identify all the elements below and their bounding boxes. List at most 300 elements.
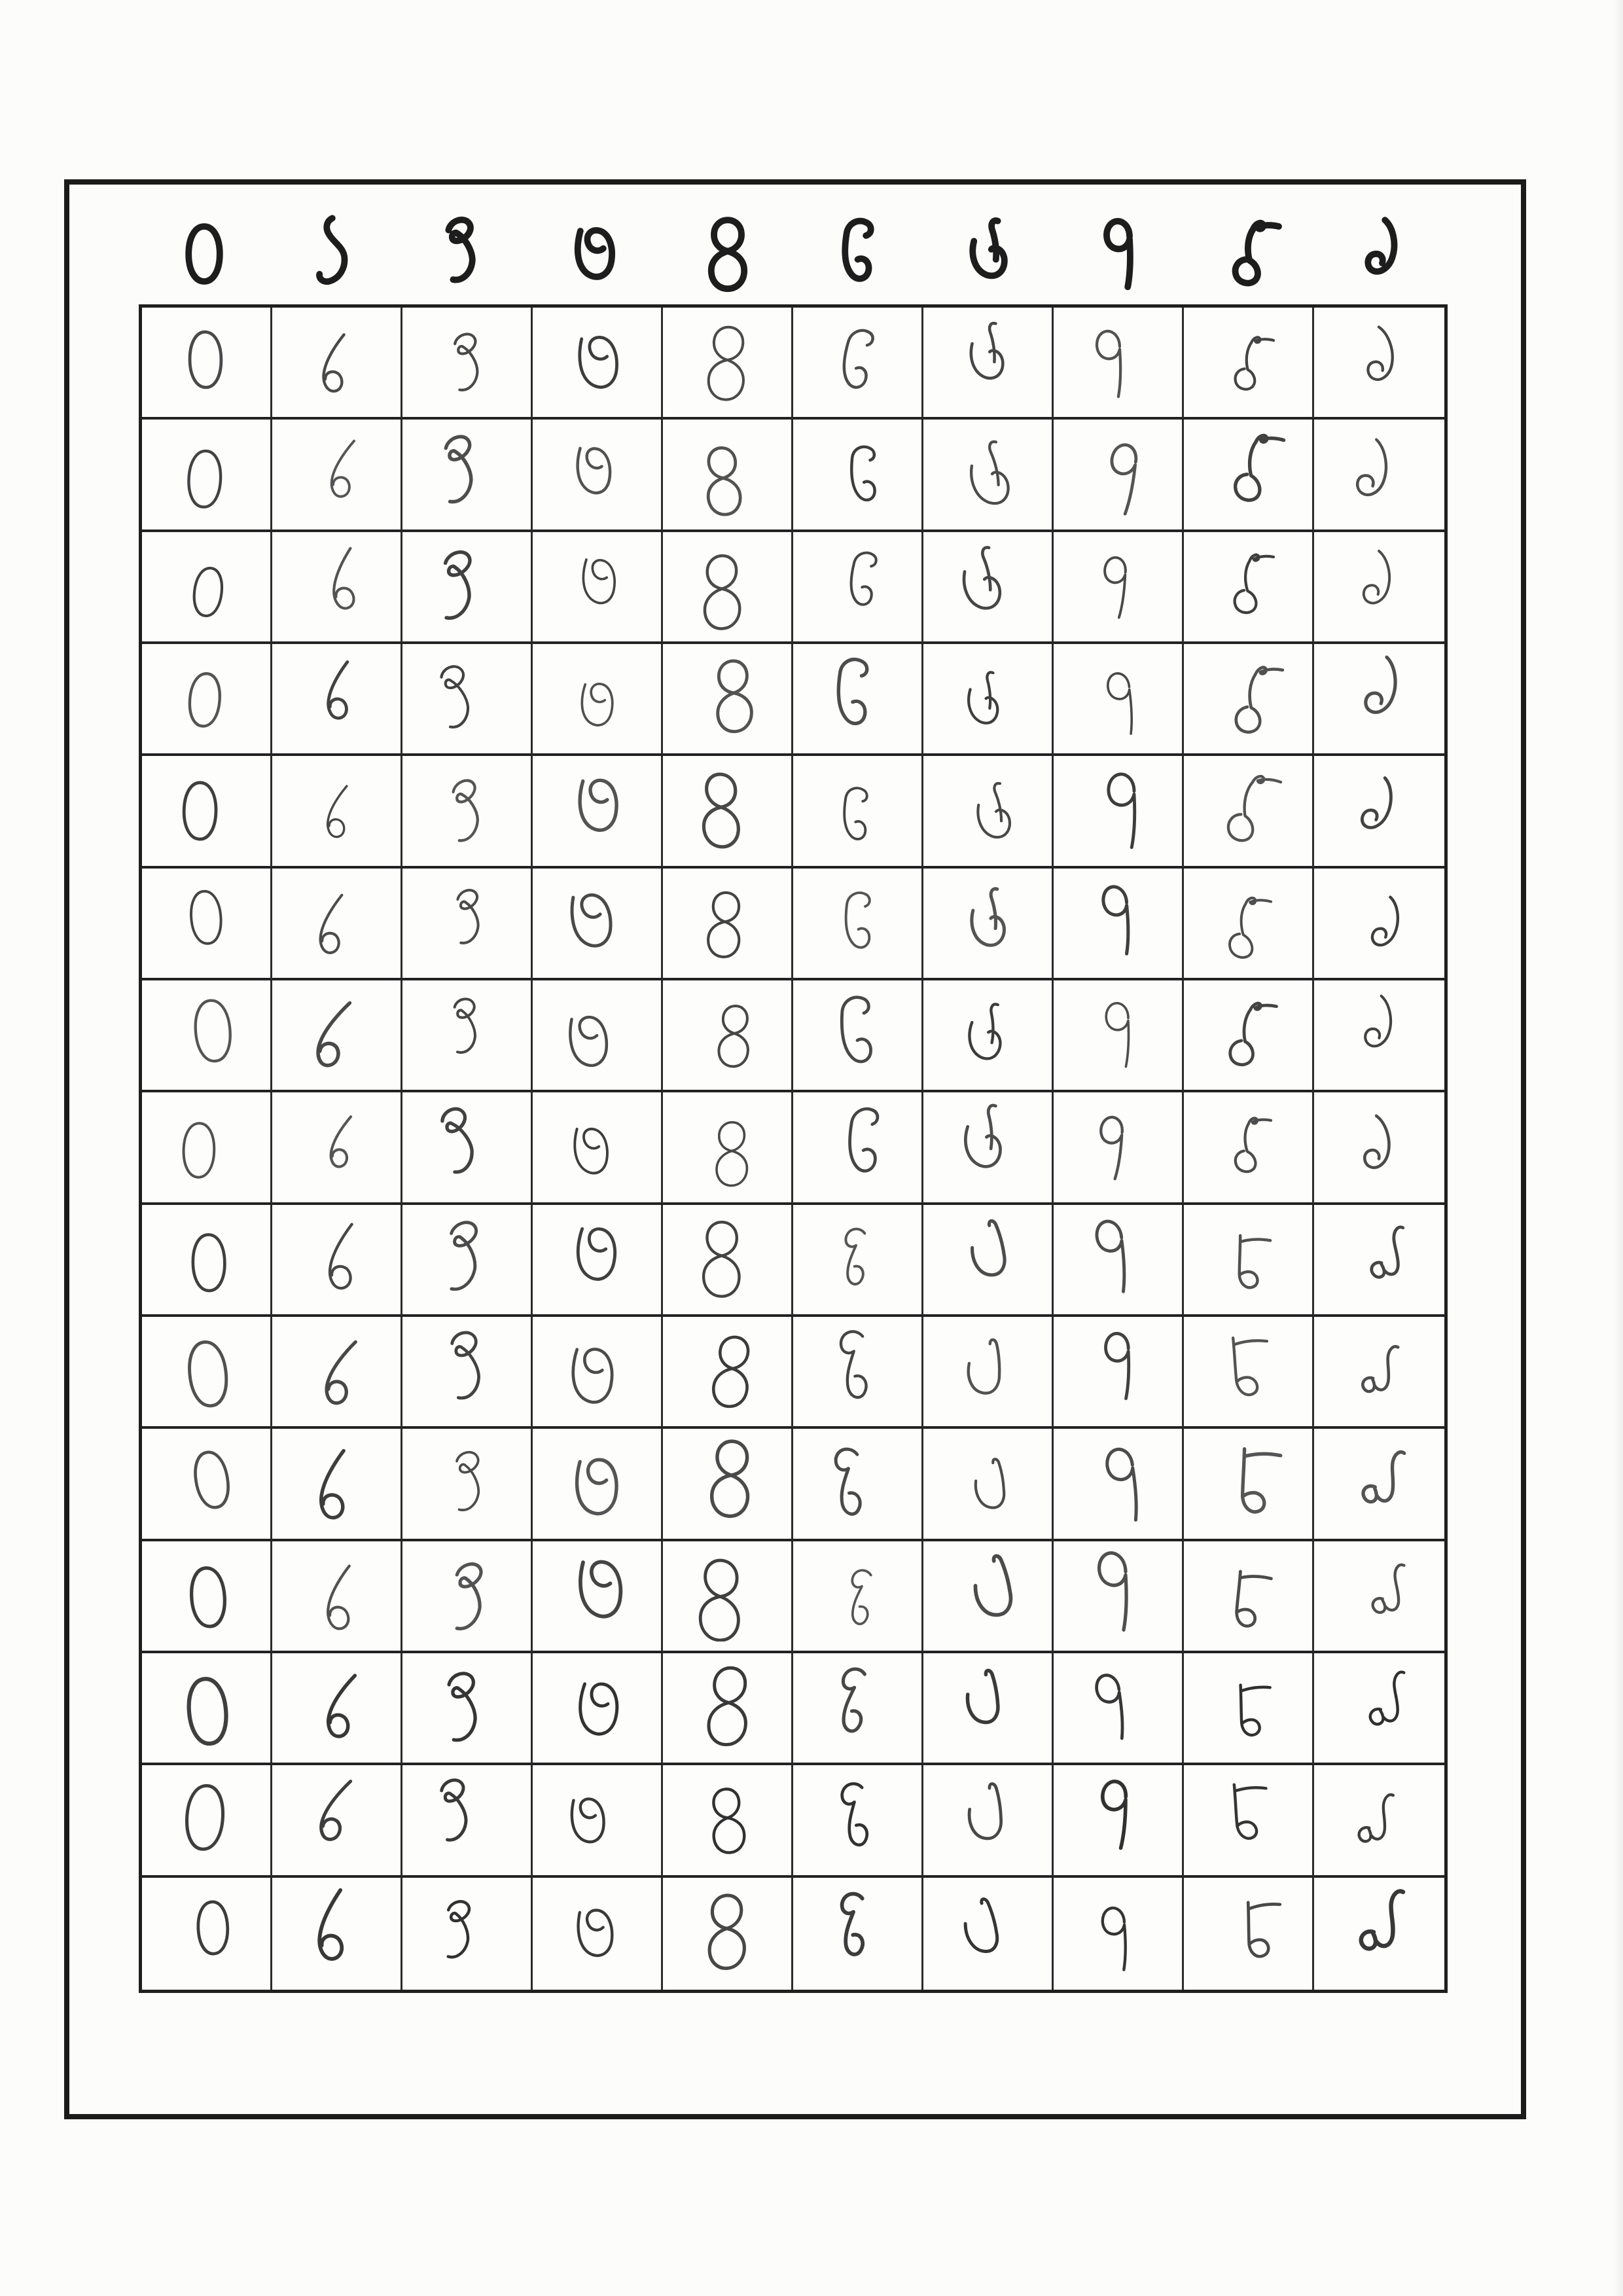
grid-cell-r12-c1 — [272, 1541, 402, 1653]
handwritten-digit-eight — [1202, 429, 1294, 520]
handwritten-digit-four — [681, 1774, 773, 1866]
bengali-digit-zero-glyph — [158, 208, 250, 300]
grid-cell-r6-c4 — [663, 869, 793, 980]
handwritten-digit-seven — [1072, 877, 1164, 969]
handwritten-digit-one — [291, 1438, 382, 1530]
grid-cell-r14-c9 — [1314, 1765, 1444, 1877]
handwritten-digit-zero — [160, 653, 252, 745]
grid-cell-r1-c0 — [142, 308, 272, 420]
handwritten-digit-five — [812, 990, 903, 1081]
grid-cell-r3-c4 — [663, 532, 793, 644]
handwritten-digit-eight — [1202, 1438, 1294, 1530]
grid-cell-r3-c6 — [923, 532, 1054, 644]
handwritten-digit-one — [291, 653, 382, 745]
grid-cell-r2-c4 — [663, 420, 793, 531]
grid-cell-r11-c0 — [142, 1429, 272, 1541]
grid-cell-r1-c5 — [793, 308, 923, 420]
handwritten-digit-three — [551, 317, 643, 408]
handwritten-digit-nine — [1334, 1438, 1425, 1530]
grid-cell-r5-c0 — [142, 756, 272, 868]
grid-cell-r14-c4 — [663, 1765, 793, 1877]
grid-cell-r7-c8 — [1184, 980, 1314, 1092]
handwritten-digit-three — [551, 1662, 643, 1754]
grid-cell-r4-c6 — [923, 644, 1054, 756]
handwritten-digit-six — [942, 1662, 1033, 1754]
grid-cell-r7-c1 — [272, 980, 402, 1092]
grid-cell-r7-c0 — [142, 980, 272, 1092]
grid-cell-r4-c9 — [1314, 644, 1444, 756]
handwritten-digit-one — [291, 877, 382, 969]
handwritten-digit-nine — [1334, 1662, 1425, 1754]
handwritten-digit-five — [812, 1438, 903, 1530]
grid-cell-r8-c7 — [1054, 1092, 1184, 1204]
grid-cell-r13-c6 — [923, 1653, 1054, 1765]
grid-cell-r7-c2 — [402, 980, 533, 1092]
grid-cell-r13-c5 — [793, 1653, 923, 1765]
grid-cell-r6-c2 — [402, 869, 533, 980]
handwritten-digit-seven — [1072, 1662, 1164, 1754]
grid-cell-r14-c7 — [1054, 1765, 1184, 1877]
bengali-digit-nine-glyph — [1336, 208, 1428, 300]
grid-cell-r4-c5 — [793, 644, 923, 756]
handwritten-digit-two — [421, 1438, 512, 1530]
grid-cell-r3-c7 — [1054, 532, 1184, 644]
header-printed-digit-six — [924, 208, 1055, 300]
grid-cell-r15-c6 — [923, 1878, 1054, 1990]
grid-cell-r6-c9 — [1314, 869, 1444, 980]
handwritten-digit-eight — [1202, 1213, 1294, 1305]
handwritten-digit-four — [681, 1888, 773, 1979]
handwritten-digit-six — [942, 1888, 1033, 1979]
handwritten-digit-one — [291, 1888, 382, 1979]
grid-cell-r9-c3 — [533, 1205, 663, 1317]
handwritten-digit-zero — [160, 1550, 252, 1641]
grid-cell-r4-c2 — [402, 644, 533, 756]
bengali-digit-four-glyph — [682, 208, 774, 300]
grid-cell-r4-c8 — [1184, 644, 1314, 756]
bengali-digit-eight-glyph — [1205, 208, 1297, 300]
handwritten-digit-five — [812, 1662, 903, 1754]
grid-cell-r12-c9 — [1314, 1541, 1444, 1653]
handwritten-digit-four — [681, 429, 773, 520]
handwritten-digit-five — [812, 1213, 903, 1305]
handwritten-digit-nine — [1334, 1326, 1425, 1418]
grid-cell-r2-c9 — [1314, 420, 1444, 531]
handwritten-digit-three — [551, 541, 643, 632]
handwritten-digit-seven — [1072, 429, 1164, 520]
grid-cell-r6-c5 — [793, 869, 923, 980]
handwritten-digit-nine — [1334, 1213, 1425, 1305]
grid-cell-r14-c0 — [142, 1765, 272, 1877]
handwritten-digit-five — [812, 653, 903, 745]
grid-cell-r11-c6 — [923, 1429, 1054, 1541]
header-printed-digit-three — [531, 208, 662, 300]
grid-cell-r12-c2 — [402, 1541, 533, 1653]
handwritten-digit-nine — [1334, 877, 1425, 969]
grid-cell-r13-c9 — [1314, 1653, 1444, 1765]
handwritten-digit-four — [681, 317, 773, 408]
handwritten-digit-four — [681, 1326, 773, 1418]
grid-cell-r6-c1 — [272, 869, 402, 980]
handwritten-digit-six — [942, 1550, 1033, 1641]
handwritten-digit-eight — [1202, 1888, 1294, 1979]
grid-cell-r3-c3 — [533, 532, 663, 644]
grid-cell-r15-c8 — [1184, 1878, 1314, 1990]
handwritten-digit-zero — [160, 1213, 252, 1305]
handwritten-digit-two — [421, 1662, 512, 1754]
grid-cell-r13-c1 — [272, 1653, 402, 1765]
handwritten-digit-five — [812, 429, 903, 520]
grid-cell-r5-c6 — [923, 756, 1054, 868]
handwritten-digit-zero — [160, 765, 252, 857]
grid-cell-r5-c2 — [402, 756, 533, 868]
grid-cell-r15-c2 — [402, 1878, 533, 1990]
handwritten-digit-six — [942, 317, 1033, 408]
handwritten-digit-five — [812, 877, 903, 969]
grid-cell-r5-c7 — [1054, 756, 1184, 868]
handwritten-digit-six — [942, 990, 1033, 1081]
handwritten-digit-one — [291, 1213, 382, 1305]
header-printed-digit-zero — [139, 208, 270, 300]
handwritten-digit-zero — [160, 990, 252, 1081]
handwritten-digit-one — [291, 429, 382, 520]
handwritten-digit-seven — [1072, 765, 1164, 857]
grid-cell-r7-c5 — [793, 980, 923, 1092]
handwritten-digit-seven — [1072, 1438, 1164, 1530]
grid-cell-r11-c2 — [402, 1429, 533, 1541]
handwritten-digit-five — [812, 317, 903, 408]
header-printed-digit-five — [793, 208, 924, 300]
handwritten-digit-one — [291, 990, 382, 1081]
grid-cell-r9-c6 — [923, 1205, 1054, 1317]
grid-cell-r2-c3 — [533, 420, 663, 531]
handwritten-digit-nine — [1334, 317, 1425, 408]
grid-cell-r7-c3 — [533, 980, 663, 1092]
handwritten-digit-five — [812, 1550, 903, 1641]
grid-cell-r3-c9 — [1314, 532, 1444, 644]
handwritten-digit-six — [942, 1102, 1033, 1193]
handwritten-digit-three — [551, 1550, 643, 1641]
grid-cell-r9-c0 — [142, 1205, 272, 1317]
bengali-digit-six-glyph — [944, 208, 1035, 300]
handwritten-digit-zero — [160, 1102, 252, 1193]
handwritten-digit-four — [681, 1662, 773, 1754]
handwritten-digit-one — [291, 1550, 382, 1641]
handwritten-digit-zero — [160, 317, 252, 408]
grid-cell-r15-c9 — [1314, 1878, 1444, 1990]
bengali-digit-one-glyph — [289, 208, 381, 300]
grid-cell-r12-c6 — [923, 1541, 1054, 1653]
handwritten-digit-three — [551, 1102, 643, 1193]
handwritten-digit-zero — [160, 429, 252, 520]
grid-cell-r8-c8 — [1184, 1092, 1314, 1204]
grid-cell-r10-c2 — [402, 1317, 533, 1429]
grid-cell-r11-c3 — [533, 1429, 663, 1541]
handwritten-digit-one — [291, 1774, 382, 1866]
grid-cell-r12-c4 — [663, 1541, 793, 1653]
handwritten-digit-four — [681, 1550, 773, 1641]
handwritten-digit-nine — [1334, 765, 1425, 857]
handwritten-digit-three — [551, 877, 643, 969]
grid-cell-r9-c7 — [1054, 1205, 1184, 1317]
handwritten-digit-eight — [1202, 1102, 1294, 1193]
handwritten-digit-six — [942, 877, 1033, 969]
grid-cell-r7-c9 — [1314, 980, 1444, 1092]
grid-cell-r12-c0 — [142, 1541, 272, 1653]
grid-cell-r7-c6 — [923, 980, 1054, 1092]
grid-cell-r5-c8 — [1184, 756, 1314, 868]
grid-cell-r8-c2 — [402, 1092, 533, 1204]
handwritten-digit-four — [681, 877, 773, 969]
grid-cell-r2-c5 — [793, 420, 923, 531]
handwritten-digit-five — [812, 1774, 903, 1866]
grid-cell-r6-c0 — [142, 869, 272, 980]
handwritten-digit-zero — [160, 877, 252, 969]
grid-cell-r9-c4 — [663, 1205, 793, 1317]
header-printed-digit-nine — [1317, 208, 1448, 300]
grid-cell-r10-c7 — [1054, 1317, 1184, 1429]
grid-cell-r15-c4 — [663, 1878, 793, 1990]
handwritten-digit-three — [551, 1438, 643, 1530]
grid-cell-r14-c1 — [272, 1765, 402, 1877]
grid-cell-r6-c6 — [923, 869, 1054, 980]
handwritten-digit-six — [942, 541, 1033, 632]
bengali-digit-three-glyph — [551, 208, 643, 300]
handwritten-digit-zero — [160, 1888, 252, 1979]
handwritten-digit-one — [291, 1662, 382, 1754]
handwritten-digit-three — [551, 765, 643, 857]
handwritten-digit-two — [421, 990, 512, 1081]
grid-cell-r1-c9 — [1314, 308, 1444, 420]
grid-cell-r14-c2 — [402, 1765, 533, 1877]
handwritten-digit-eight — [1202, 1550, 1294, 1641]
handwritten-digit-three — [551, 653, 643, 745]
grid-cell-r11-c7 — [1054, 1429, 1184, 1541]
grid-cell-r6-c8 — [1184, 869, 1314, 980]
handwritten-digit-two — [421, 317, 512, 408]
grid-cell-r2-c8 — [1184, 420, 1314, 531]
grid-cell-r10-c1 — [272, 1317, 402, 1429]
header-printed-digit-two — [401, 208, 531, 300]
handwritten-digit-seven — [1072, 317, 1164, 408]
handwritten-digit-two — [421, 1213, 512, 1305]
grid-cell-r10-c0 — [142, 1317, 272, 1429]
grid-cell-r3-c2 — [402, 532, 533, 644]
grid-cell-r4-c4 — [663, 644, 793, 756]
handwritten-digit-eight — [1202, 1662, 1294, 1754]
grid-cell-r5-c1 — [272, 756, 402, 868]
grid-cell-r9-c1 — [272, 1205, 402, 1317]
grid-cell-r11-c5 — [793, 1429, 923, 1541]
grid-cell-r4-c7 — [1054, 644, 1184, 756]
grid-cell-r8-c9 — [1314, 1092, 1444, 1204]
handwritten-digit-six — [942, 429, 1033, 520]
handwritten-digit-one — [291, 765, 382, 857]
grid-cell-r4-c1 — [272, 644, 402, 756]
grid-cell-r1-c8 — [1184, 308, 1314, 420]
header-printed-digit-seven — [1055, 208, 1186, 300]
grid-cell-r5-c3 — [533, 756, 663, 868]
grid-cell-r15-c3 — [533, 1878, 663, 1990]
grid-cell-r15-c0 — [142, 1878, 272, 1990]
grid-cell-r14-c8 — [1184, 1765, 1314, 1877]
grid-cell-r15-c5 — [793, 1878, 923, 1990]
handwritten-digit-five — [812, 541, 903, 632]
grid-cell-r7-c4 — [663, 980, 793, 1092]
grid-cell-r8-c4 — [663, 1092, 793, 1204]
grid-cell-r8-c1 — [272, 1092, 402, 1204]
handwritten-digit-seven — [1072, 1888, 1164, 1979]
grid-cell-r1-c6 — [923, 308, 1054, 420]
grid-cell-r5-c5 — [793, 756, 923, 868]
handwritten-digit-one — [291, 1326, 382, 1418]
handwritten-digit-two — [421, 1774, 512, 1866]
grid-cell-r10-c8 — [1184, 1317, 1314, 1429]
grid-cell-r11-c8 — [1184, 1429, 1314, 1541]
handwritten-digit-four — [681, 1102, 773, 1193]
handwritten-digit-three — [551, 1326, 643, 1418]
handwritten-digit-eight — [1202, 1326, 1294, 1418]
handwritten-digit-four — [681, 1213, 773, 1305]
bengali-digit-seven-glyph — [1075, 208, 1166, 300]
grid-cell-r12-c8 — [1184, 1541, 1314, 1653]
handwritten-digit-two — [421, 877, 512, 969]
grid-cell-r8-c5 — [793, 1092, 923, 1204]
handwritten-digit-grid — [139, 304, 1448, 1993]
handwritten-digit-three — [551, 1888, 643, 1979]
handwritten-digit-six — [942, 765, 1033, 857]
handwritten-digit-nine — [1334, 653, 1425, 745]
grid-cell-r15-c1 — [272, 1878, 402, 1990]
header-printed-digit-four — [662, 208, 793, 300]
handwritten-digit-nine — [1334, 990, 1425, 1081]
handwritten-digit-eight — [1202, 1774, 1294, 1866]
grid-cell-r13-c3 — [533, 1653, 663, 1765]
grid-cell-r3-c5 — [793, 532, 923, 644]
handwritten-digit-eight — [1202, 990, 1294, 1081]
handwritten-digit-one — [291, 1102, 382, 1193]
grid-cell-r12-c7 — [1054, 1541, 1184, 1653]
handwritten-digit-three — [551, 1213, 643, 1305]
grid-cell-r10-c9 — [1314, 1317, 1444, 1429]
grid-cell-r3-c1 — [272, 532, 402, 644]
grid-cell-r9-c5 — [793, 1205, 923, 1317]
grid-cell-r14-c3 — [533, 1765, 663, 1877]
grid-cell-r5-c9 — [1314, 756, 1444, 868]
handwritten-digit-two — [421, 1888, 512, 1979]
handwritten-digit-four — [681, 541, 773, 632]
grid-cell-r4-c3 — [533, 644, 663, 756]
grid-cell-r9-c2 — [402, 1205, 533, 1317]
handwritten-digit-nine — [1334, 541, 1425, 632]
grid-cell-r3-c0 — [142, 532, 272, 644]
grid-cell-r1-c1 — [272, 308, 402, 420]
handwritten-digit-five — [812, 1102, 903, 1193]
grid-cell-r12-c3 — [533, 1541, 663, 1653]
grid-cell-r12-c5 — [793, 1541, 923, 1653]
grid-cell-r6-c7 — [1054, 869, 1184, 980]
grid-cell-r13-c4 — [663, 1653, 793, 1765]
handwritten-digit-two — [421, 765, 512, 857]
handwritten-digit-seven — [1072, 1102, 1164, 1193]
header-printed-digit-one — [270, 208, 401, 300]
grid-cell-r15-c7 — [1054, 1878, 1184, 1990]
grid-cell-r13-c0 — [142, 1653, 272, 1765]
grid-cell-r9-c8 — [1184, 1205, 1314, 1317]
handwritten-digit-seven — [1072, 1326, 1164, 1418]
grid-cell-r14-c6 — [923, 1765, 1054, 1877]
grid-cell-r5-c4 — [663, 756, 793, 868]
handwritten-digit-seven — [1072, 541, 1164, 632]
handwritten-digit-zero — [160, 1438, 252, 1530]
grid-cell-r9-c9 — [1314, 1205, 1444, 1317]
grid-cell-r1-c4 — [663, 308, 793, 420]
printed-digit-header — [139, 208, 1448, 300]
grid-cell-r8-c6 — [923, 1092, 1054, 1204]
handwritten-digit-two — [421, 1550, 512, 1641]
handwritten-digit-zero — [160, 1326, 252, 1418]
handwritten-digit-eight — [1202, 541, 1294, 632]
handwritten-digit-six — [942, 1438, 1033, 1530]
handwritten-digit-one — [291, 317, 382, 408]
grid-cell-r8-c0 — [142, 1092, 272, 1204]
handwritten-digit-seven — [1072, 1774, 1164, 1866]
header-printed-digit-eight — [1186, 208, 1317, 300]
handwritten-digit-two — [421, 429, 512, 520]
handwritten-digit-seven — [1072, 653, 1164, 745]
bengali-digit-two-glyph — [420, 208, 512, 300]
grid-cell-r2-c2 — [402, 420, 533, 531]
grid-cell-r13-c7 — [1054, 1653, 1184, 1765]
handwritten-digit-seven — [1072, 1550, 1164, 1641]
grid-cell-r2-c0 — [142, 420, 272, 531]
handwritten-digit-eight — [1202, 877, 1294, 969]
handwritten-digit-nine — [1334, 1888, 1425, 1979]
handwritten-digit-seven — [1072, 1213, 1164, 1305]
grid-cell-r10-c4 — [663, 1317, 793, 1429]
grid-cell-r4-c0 — [142, 644, 272, 756]
grid-cell-r13-c2 — [402, 1653, 533, 1765]
grid-cell-r13-c8 — [1184, 1653, 1314, 1765]
handwritten-digit-six — [942, 1213, 1033, 1305]
grid-cell-r2-c7 — [1054, 420, 1184, 531]
grid-cell-r2-c6 — [923, 420, 1054, 531]
handwritten-digit-five — [812, 1888, 903, 1979]
grid-cell-r11-c1 — [272, 1429, 402, 1541]
handwritten-digit-three — [551, 990, 643, 1081]
handwritten-digit-zero — [160, 1774, 252, 1866]
grid-cell-r1-c7 — [1054, 308, 1184, 420]
handwritten-digit-zero — [160, 541, 252, 632]
handwritten-digit-nine — [1334, 1774, 1425, 1866]
handwritten-digit-four — [681, 990, 773, 1081]
handwritten-digit-nine — [1334, 1102, 1425, 1193]
handwritten-digit-four — [681, 765, 773, 857]
handwritten-digit-seven — [1072, 990, 1164, 1081]
grid-cell-r8-c3 — [533, 1092, 663, 1204]
grid-cell-r11-c9 — [1314, 1429, 1444, 1541]
handwritten-digit-eight — [1202, 317, 1294, 408]
handwritten-digit-two — [421, 653, 512, 745]
handwritten-digit-six — [942, 1326, 1033, 1418]
grid-cell-r14-c5 — [793, 1765, 923, 1877]
handwritten-digit-three — [551, 429, 643, 520]
grid-cell-r3-c8 — [1184, 532, 1314, 644]
handwritten-digit-two — [421, 1102, 512, 1193]
handwritten-digit-three — [551, 1774, 643, 1866]
grid-cell-r11-c4 — [663, 1429, 793, 1541]
handwritten-digit-six — [942, 1774, 1033, 1866]
